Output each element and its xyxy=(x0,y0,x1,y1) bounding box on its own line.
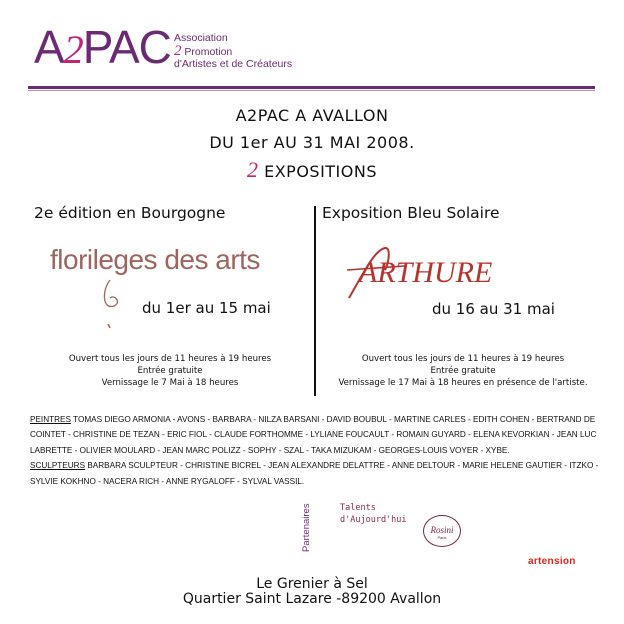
title-two: 2 xyxy=(247,157,259,182)
left-info-entry: Entrée gratuite xyxy=(137,366,203,376)
right-info-hours: Ouvert tous les jours de 11 heures à 19 heures xyxy=(361,354,565,364)
logo-letter-a: A xyxy=(34,21,64,73)
artension-logo xyxy=(528,556,576,567)
right-dates: du 16 au 31 mai xyxy=(432,300,555,318)
left-info-vernissage: Vernissage le 7 Mai à 18 heures xyxy=(101,378,239,388)
participants-list xyxy=(30,412,600,489)
subtitle-association: Association xyxy=(174,32,228,44)
painters-label: PEINTRES xyxy=(30,415,71,424)
florileges-logo: florileges des arts xyxy=(50,244,260,275)
left-heading: 2e édition en Bourgogne xyxy=(34,204,226,222)
a2pac-logo xyxy=(34,21,171,73)
logo-two: 2 xyxy=(63,27,83,72)
venue-name: Le Grenier à Sel xyxy=(256,576,368,592)
title-expositions: EXPOSITIONS xyxy=(264,162,377,181)
title-line-3 xyxy=(0,157,624,183)
right-info xyxy=(318,353,608,389)
sculptors-label: SCULPTEURS xyxy=(30,461,86,471)
partners-label: Partenaires xyxy=(301,503,312,552)
talents-line-2: d'Aujourd'hui xyxy=(340,515,407,525)
rosini-brand: Rosini xyxy=(430,525,454,535)
header-divider-thin xyxy=(28,90,595,91)
florileges-swash-icon xyxy=(100,276,130,336)
left-info xyxy=(20,353,320,389)
arthure-signature-text: ARTHURE xyxy=(359,256,493,289)
rosini-logo xyxy=(423,515,461,547)
logo-subtitle xyxy=(174,32,292,71)
right-heading: Exposition Bleu Solaire xyxy=(322,204,500,222)
left-info-hours: Ouvert tous les jours de 11 heures à 19 heures xyxy=(68,354,272,364)
arthure-signature-logo xyxy=(345,240,493,306)
title-line-1: A2PAC A AVALLON xyxy=(235,106,389,125)
title-line-2: DU 1er AU 31 MAI 2008. xyxy=(209,133,415,152)
column-divider xyxy=(314,206,316,396)
venue-address: Quartier Saint Lazare -89200 Avallon xyxy=(182,591,442,607)
header-divider xyxy=(28,86,595,89)
artension-brand: artension xyxy=(528,556,576,567)
subtitle-promotion: Promotion xyxy=(184,45,233,58)
subtitle-two: 2 xyxy=(174,42,182,59)
subtitle-artists: d'Artistes et de Créateurs xyxy=(174,58,293,70)
sculptors-names: BARBARA SCULPTEUR - CHRISTINE BICREL - JEAN ALEXANDRE DELATTRE - ANNE DELTOUR - MARIE HELENE GAUTIER - ITZKO - SYLVIE KOKHNO - NACERA RICH - ANNE RYGALOFF - SYLVAL VASSIL. xyxy=(30,461,599,486)
painters-names: TOMAS DIEGO ARMONIA - AVONS - BARBARA - NILZA BARSANI - DAVID BOUBUL - MARTINE CARLES - EDITH COHEN - BERTRAND DE COINTET - CHRISTINE DE TEZAN - ERIC FIOL - CLAUDE FORTHOMME - LYLIANE FOUCAULT - ROMAIN GUYARD - ELENA KEVORKIAN - JEAN LUC LABRETTE - OLIVIER MOULARD - JEAN MARC POLIZZ - SOPHY - SZAL - TAKA MIZUKAM - GEORGES-LOUIS VOYER - XYBE. xyxy=(30,415,597,455)
right-info-entry: Entrée gratuite xyxy=(430,366,496,376)
rosini-city: Paris xyxy=(437,535,447,540)
logo-letters-pac: PAC xyxy=(82,21,171,73)
subtitle-promotion-line xyxy=(174,42,292,59)
right-info-vernissage: Vernissage le 17 Mai à 18 heures en présence de l'artiste. xyxy=(338,378,588,388)
talents-aujourdhui-logo xyxy=(340,502,407,526)
talents-line-1: Talents xyxy=(340,503,376,513)
left-dates: du 1er au 15 mai xyxy=(142,299,271,317)
